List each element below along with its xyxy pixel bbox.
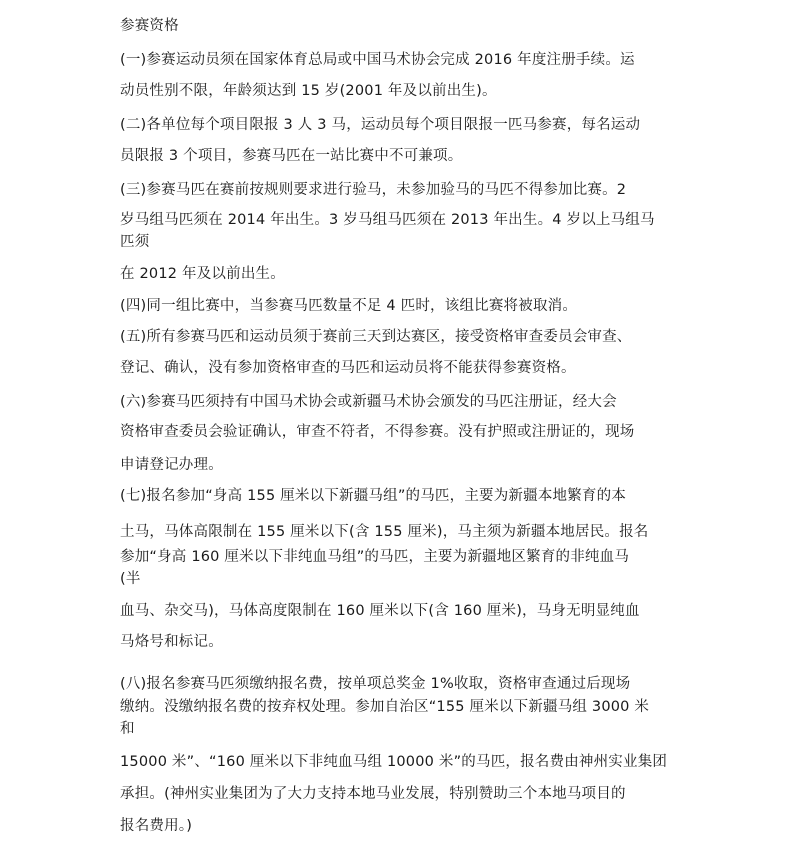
rule-line: 岁马组马匹须在 2014 年出生。3 岁马组马匹须在 2013 年出生。4 岁以上马组马 <box>120 212 655 228</box>
rule-line: (二)各单位每个项目限报 3 人 3 马，运动员每个项目限报一匹马参赛，每名运动 <box>120 117 641 133</box>
rule-line: 报名费用。) <box>120 818 193 834</box>
rule-line: 在 2012 年及以前出生。 <box>120 266 285 282</box>
rule-line: 土马，马体高限制在 155 厘米以下(含 155 厘米)，马主须为新疆本地居民。报名 <box>120 524 649 540</box>
rule-line: (七)报名参加“身高 155 厘米以下新疆马组”的马匹，主要为新疆本地繁育的本 <box>120 488 627 504</box>
rule-line: 承担。(神州实业集团为了大力支持本地马业发展，特别赞助三个本地马项目的 <box>120 786 626 802</box>
rule-line: (四)同一组比赛中，当参赛马匹数量不足 4 匹时，该组比赛将被取消。 <box>120 298 578 314</box>
rule-line: 资格审查委员会验证确认，审查不符者，不得参赛。没有护照或注册证的，现场 <box>120 424 635 440</box>
rule-line: 动员性别不限，年龄须达到 15 岁(2001 年及以前出生)。 <box>120 83 497 99</box>
rule-line: 马烙号和标记。 <box>120 634 223 650</box>
rule-line: (六)参赛马匹须持有中国马术协会或新疆马术协会颁发的马匹注册证，经大会 <box>120 394 617 410</box>
rule-line: 和 <box>120 721 135 737</box>
rule-line: 血马、杂交马)，马体高度限制在 160 厘米以下(含 160 厘米)，马身无明显纯血 <box>120 603 640 619</box>
rule-line: 缴纳。没缴纳报名费的按弃权处理。参加自治区“155 厘米以下新疆马组 3000 米 <box>120 699 650 715</box>
rule-line: (一)参赛运动员须在国家体育总局或中国马术协会完成 2016 年度注册手续。运 <box>120 52 635 68</box>
rule-line: 参加“身高 160 厘米以下非纯血马组”的马匹，主要为新疆地区繁育的非纯血马 <box>120 549 630 565</box>
rule-line: 匹须 <box>120 234 150 250</box>
rule-line: 登记、确认，没有参加资格审查的马匹和运动员将不能获得参赛资格。 <box>120 360 576 376</box>
rule-line: 申请登记办理。 <box>120 457 223 473</box>
rule-line: (半 <box>120 571 141 587</box>
rule-line: (八)报名参赛马匹须缴纳报名费，按单项总奖金 1%收取，资格审查通过后现场 <box>120 676 631 692</box>
rule-line: 员限报 3 个项目，参赛马匹在一站比赛中不可兼项。 <box>120 148 463 164</box>
section-heading: 参赛资格 <box>120 18 179 34</box>
rule-line: 15000 米”、“160 厘米以下非纯血马组 10000 米”的马匹，报名费由神州实业集团 <box>120 754 668 770</box>
rule-line: (五)所有参赛马匹和运动员须于赛前三天到达赛区，接受资格审查委员会审查、 <box>120 329 632 345</box>
rule-line: (三)参赛马匹在赛前按规则要求进行验马，未参加验马的马匹不得参加比赛。2 <box>120 182 627 198</box>
